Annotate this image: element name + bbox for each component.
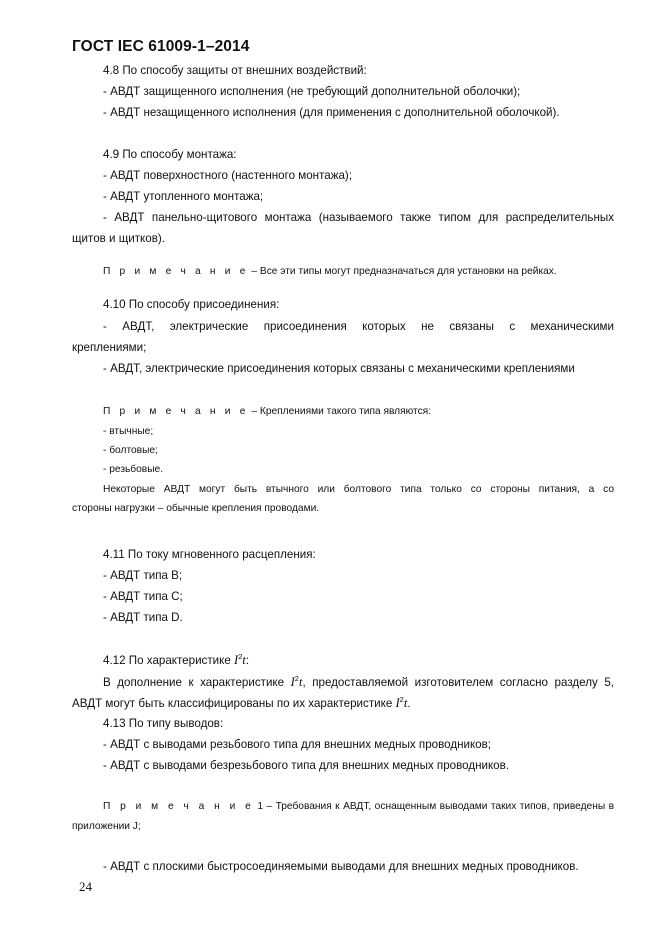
note-label: П р и м е ч а н и е (103, 406, 249, 417)
note-text: – Креплениями такого типа являются: (248, 406, 432, 417)
section-4-12-title (103, 653, 249, 668)
colon: : (245, 654, 250, 667)
list-item: - АВДТ типа D. (103, 611, 183, 624)
list-item: - АВДТ с плоскими быстросоединяемыми выводами для внешних медных проводников. (103, 860, 579, 873)
symbol-i: I (395, 696, 400, 710)
list-item: - АВДТ с выводами резьбового типа для внешних медных проводников; (103, 738, 491, 751)
list-item: - АВДТ, электрические присоединения которых не связаны с механическими (103, 320, 614, 333)
section-4-8-title: 4.8 По способу защиты от внешних воздействий: (103, 64, 367, 77)
note (103, 800, 614, 813)
paragraph-line (103, 675, 614, 690)
paragraph-line (72, 696, 411, 711)
note-paragraph: Некоторые АВДТ могут быть втычного или болтового типа только со стороны питания, а со (103, 484, 614, 495)
list-item: - АВДТ незащищенного исполнения (для применения с дополнительной оболочкой). (103, 106, 560, 119)
title-text: 4.12 По характеристике (103, 654, 235, 667)
note-paragraph-continuation: стороны нагрузки – обычные крепления проводами. (72, 503, 320, 514)
note-list-item: - болтовые; (103, 445, 158, 456)
section-4-9-title: 4.9 По способу монтажа: (103, 148, 237, 161)
text: АВДТ могут быть классифицированы по их характеристике (72, 697, 396, 710)
list-item: - АВДТ с выводами безрезьбового типа для внешних медных проводников. (103, 759, 510, 772)
note (103, 265, 557, 278)
symbol-t: t (298, 675, 303, 689)
list-item: - АВДТ типа C; (103, 590, 183, 603)
list-item: - АВДТ поверхностного (настенного монтажа); (103, 169, 352, 182)
symbol-i: I (234, 653, 239, 667)
list-item: - АВДТ утопленного монтажа; (103, 190, 264, 203)
note-list-item: - резьбовые. (103, 464, 164, 475)
superscript: 2 (399, 695, 404, 704)
symbol-i: I (290, 675, 295, 689)
note-list-item: - втычные; (103, 426, 154, 437)
note-text: 1 – Требования к АВДТ, оснащенным выводами таких типов, приведены в (253, 801, 614, 812)
note-label: П р и м е ч а н и е (103, 801, 254, 812)
list-item: - АВДТ защищенного исполнения (не требующий дополнительной оболочки); (103, 85, 521, 98)
page-number: 24 (79, 879, 92, 894)
section-4-10-title: 4.10 По способу присоединения: (103, 298, 280, 311)
note-text: – Все эти типы могут предназначаться для установки на рейках. (248, 266, 557, 277)
list-item: - АВДТ панельно-щитового монтажа (называемого также типом для распределительных (103, 211, 614, 224)
text: . (407, 697, 411, 710)
list-item: - АВДТ типа B; (103, 569, 183, 582)
symbol-t: t (242, 653, 246, 667)
text: , предоставляемой изготовителем согласно разделу 5, (302, 676, 614, 689)
note (103, 405, 431, 418)
list-item-continuation: щитов и щитков). (72, 232, 165, 245)
note-label: П р и м е ч а н и е (103, 266, 249, 277)
section-4-11-title: 4.11 По току мгновенного расцепления: (103, 548, 316, 561)
list-item-continuation: креплениями; (72, 341, 147, 354)
list-item: - АВДТ, электрические присоединения которых связаны с механическими креплениями (103, 362, 575, 375)
symbol-t: t (403, 696, 408, 710)
document-header: ГОСТ IEC 61009-1–2014 (72, 38, 250, 55)
text: В дополнение к характеристике (103, 676, 291, 689)
superscript: 2 (294, 674, 299, 683)
superscript: 2 (238, 652, 243, 661)
note-continuation: приложении J; (72, 821, 141, 832)
section-4-13-title: 4.13 По типу выводов: (103, 717, 224, 730)
